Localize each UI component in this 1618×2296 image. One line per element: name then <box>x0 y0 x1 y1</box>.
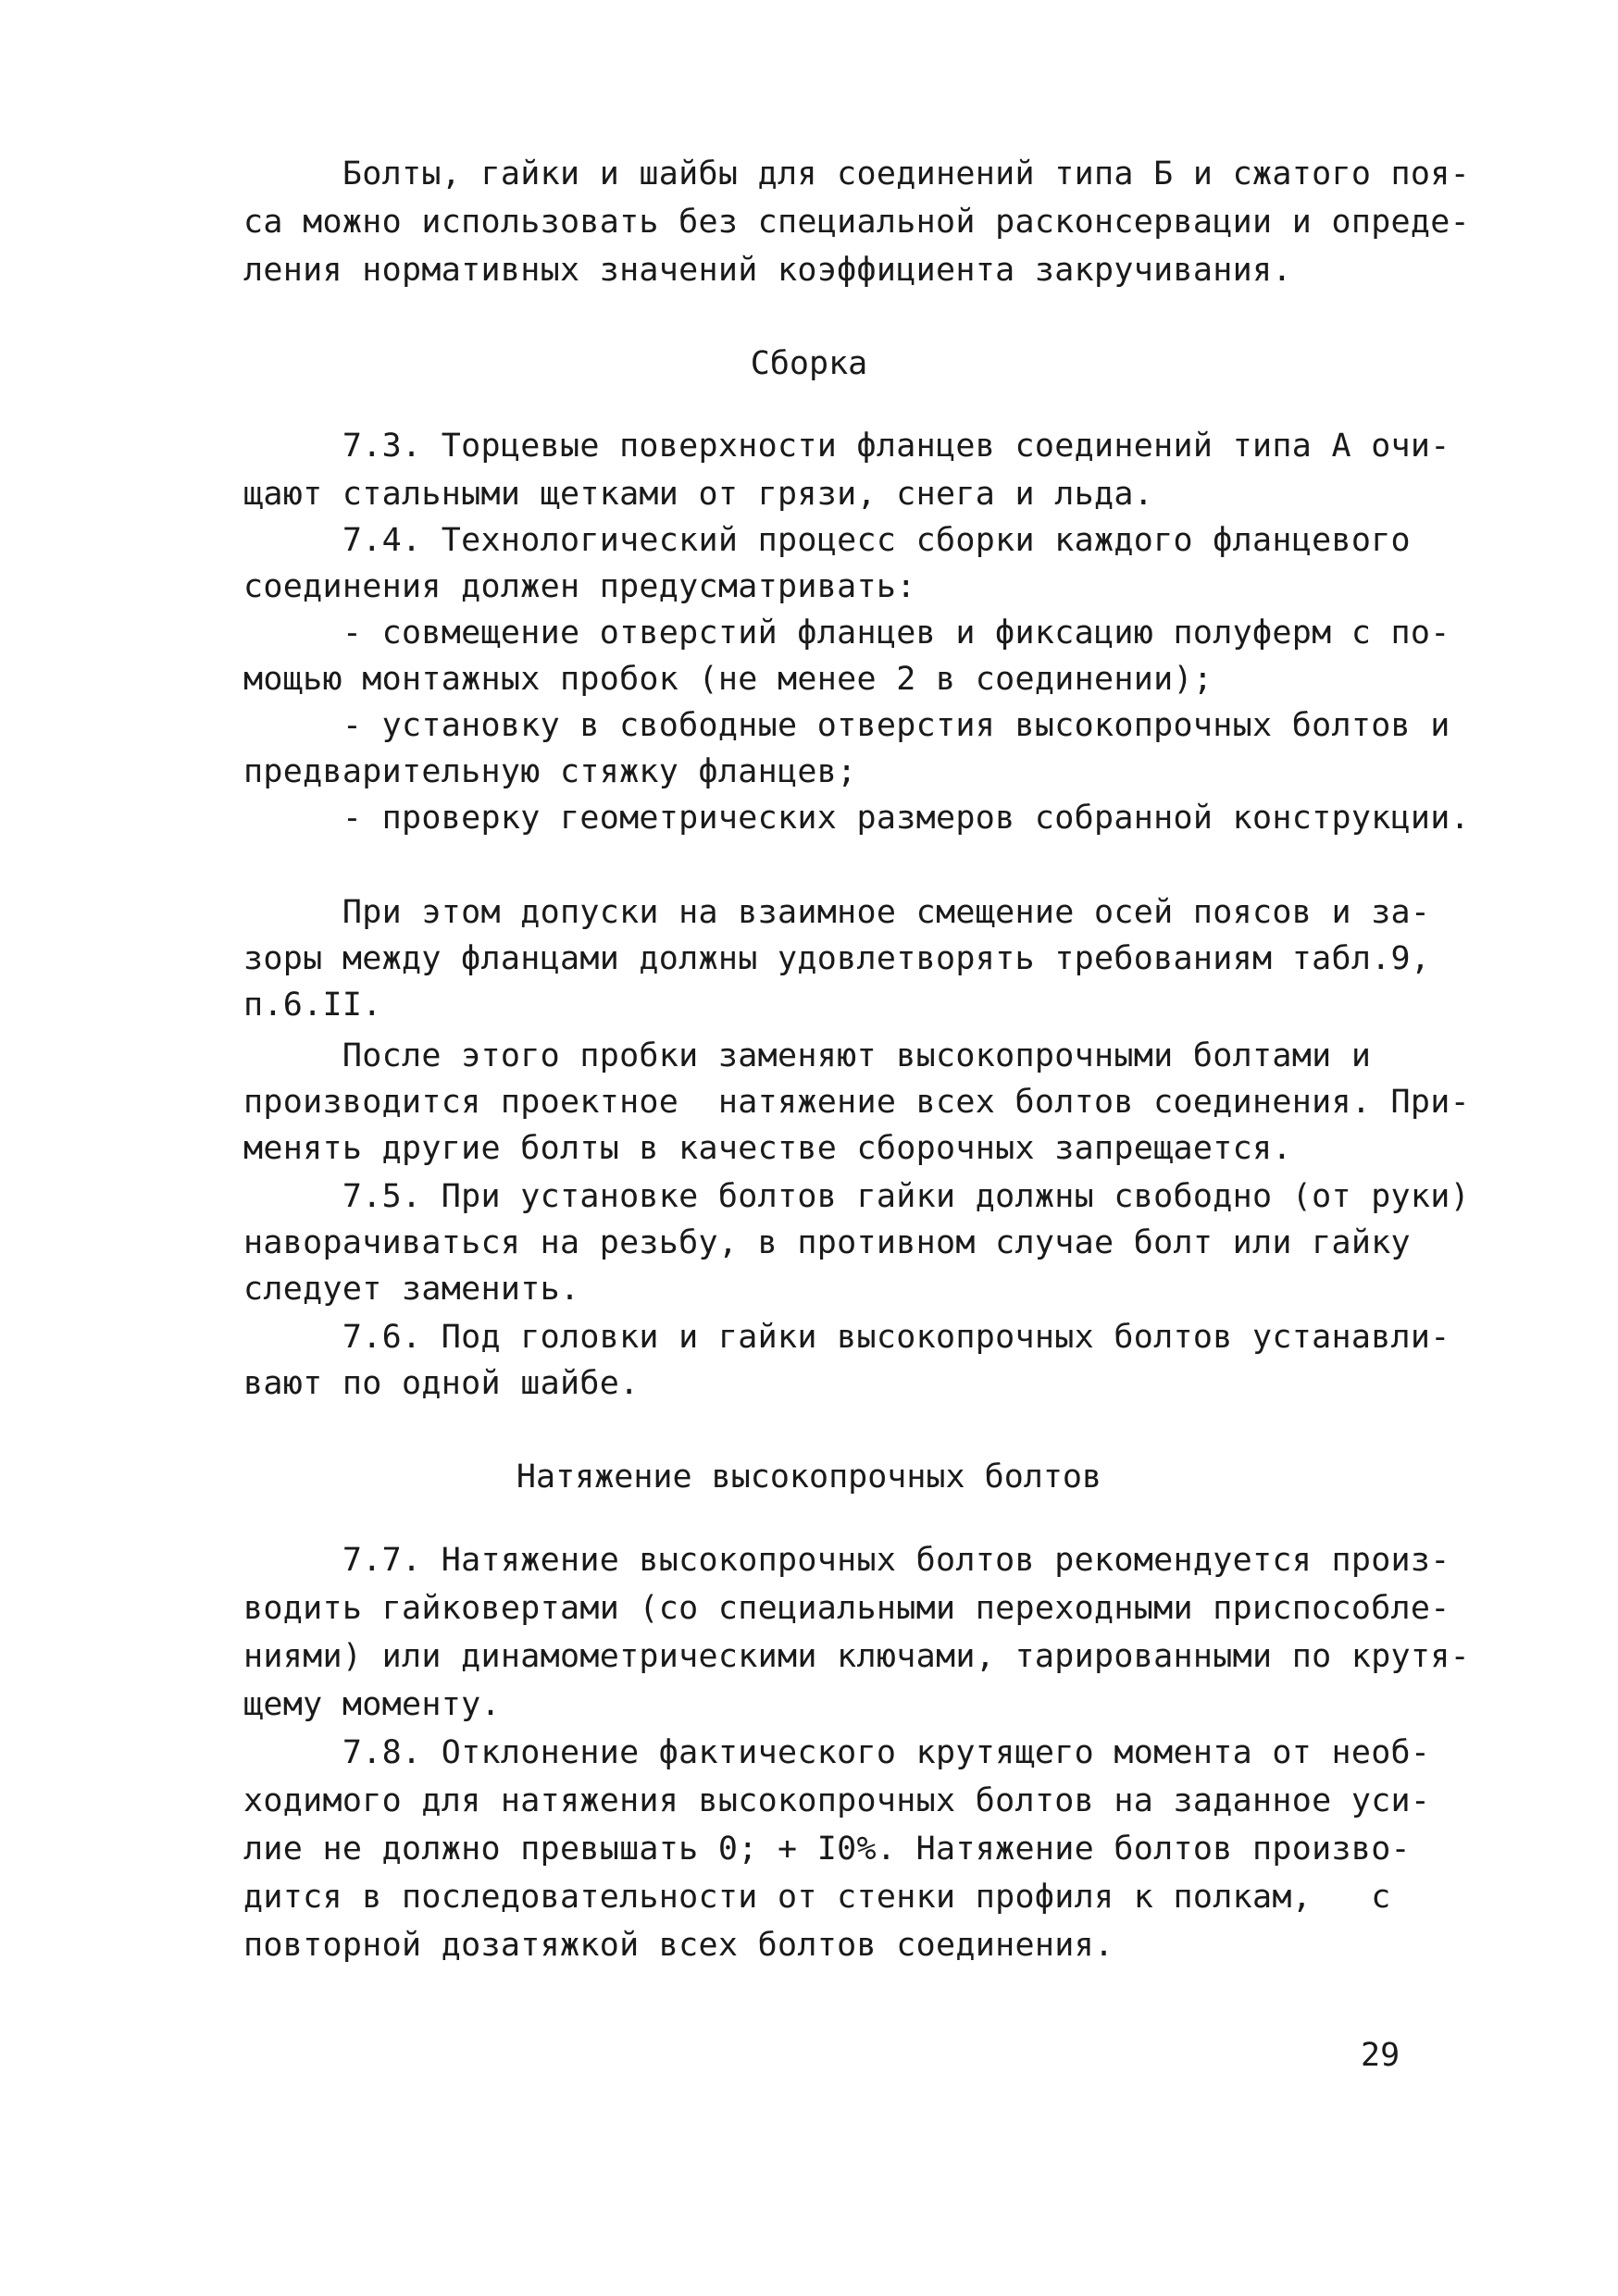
text-line: 7.7. Натяжение высокопрочных болтов рекомендуется произ- <box>243 1542 1450 1579</box>
text-line: вают по одной шайбе. <box>243 1365 640 1402</box>
text-line: п.6.II. <box>243 987 382 1024</box>
text-line: После этого пробки заменяют высокопрочными болтами и <box>243 1037 1372 1074</box>
text-line: наворачиваться на резьбу, в противном случае болт или гайку <box>243 1224 1411 1261</box>
text-line: При этом допуски на взаимное смещение осей поясов и за- <box>243 894 1431 931</box>
text-line: - совмещение отверстий фланцев и фиксацию полуферм с по- <box>243 614 1450 652</box>
text-line: дится в последовательности от стенки профиля к полкам, с <box>243 1879 1391 1916</box>
page-number: 29 <box>1361 2037 1400 2074</box>
text-line: повторной дозатяжкой всех болтов соединения. <box>243 1927 1114 1964</box>
text-line: 7.8. Отклонение фактического крутящего момента от необ- <box>243 1734 1431 1771</box>
text-line: щают стальными щетками от грязи, снега и льда. <box>243 476 1154 513</box>
text-line: соединения должен предусматривать: <box>243 568 916 605</box>
text-line: 7.5. При установке болтов гайки должны свободно (от руки) <box>243 1178 1471 1215</box>
text-line: 7.4. Технологический процесс сборки каждого фланцевого <box>243 522 1411 559</box>
text-line: предварительную стяжку фланцев; <box>243 753 857 790</box>
text-line: 7.3. Торцевые поверхности фланцев соединений типа А очи- <box>243 428 1450 465</box>
text-line: ходимого для натяжения высокопрочных болтов на заданное уси- <box>243 1782 1431 1819</box>
section-heading-tension: Натяжение высокопрочных болтов <box>516 1458 1102 1496</box>
text-line: са можно использовать без специальной расконсервации и опреде- <box>243 204 1471 241</box>
text-line: щему моменту. <box>243 1686 501 1723</box>
text-line: зоры между фланцами должны удовлетворять требованиям табл.9, <box>243 940 1431 977</box>
text-line: - установку в свободные отверстия высокопрочных болтов и <box>243 707 1450 744</box>
text-line: ниями) или динамометрическими ключами, тарированными по крутя- <box>243 1638 1471 1675</box>
text-line: производится проектное натяжение всех болтов соединения. При- <box>243 1084 1471 1121</box>
text-line: 7.6. Под головки и гайки высокопрочных болтов устанавли- <box>243 1319 1450 1356</box>
text-line: следует заменить. <box>243 1271 580 1308</box>
text-line: водить гайковертами (со специальными переходными приспособле- <box>243 1590 1450 1627</box>
text-line: мощью монтажных пробок (не менее 2 в соединении); <box>243 661 1214 698</box>
text-line: менять другие болты в качестве сборочных запрещается. <box>243 1130 1292 1167</box>
text-line: - проверку геометрических размеров собранной конструкции. <box>243 800 1471 837</box>
section-heading-assembly: Сборка <box>750 345 868 382</box>
text-line: Болты, гайки и шайбы для соединений типа Б и сжатого поя- <box>243 155 1471 192</box>
text-line: ления нормативных значений коэффициента закручивания. <box>243 252 1292 289</box>
text-line: лие не должно превышать 0; + I0%. Натяжение болтов произво- <box>243 1831 1411 1868</box>
